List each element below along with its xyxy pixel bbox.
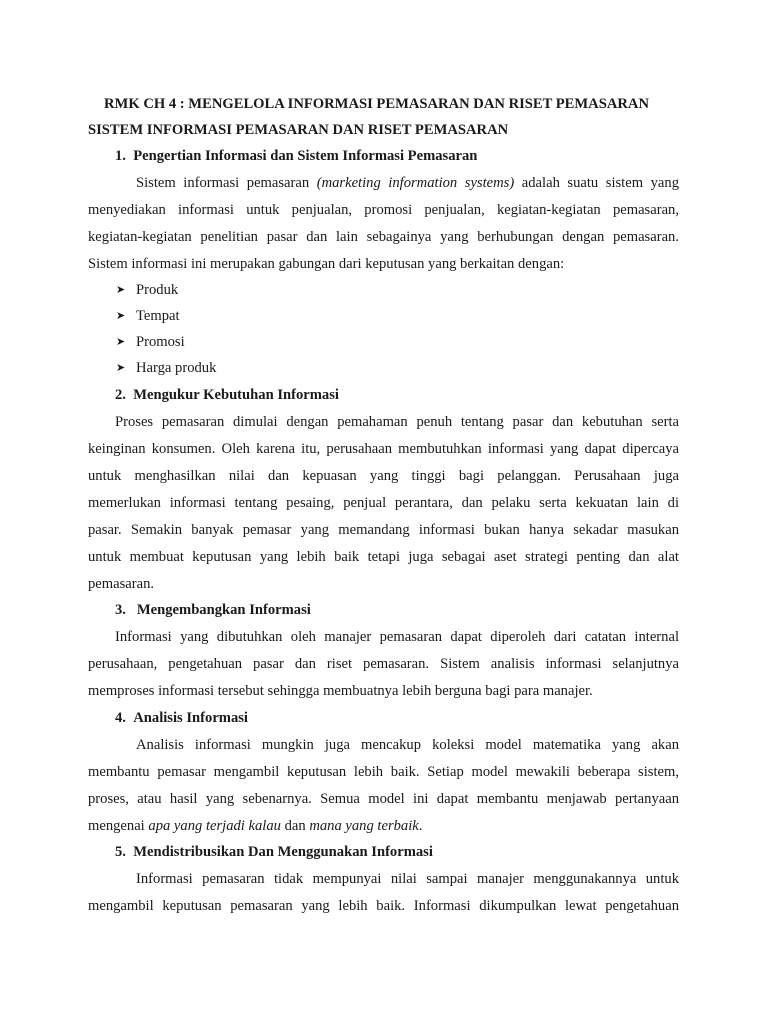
section-1-paragraph-line: Sistem informasi pemasaran (marketing information systems) adalah suatu sistem yang xyxy=(136,175,679,191)
section-2-paragraph-line: untuk membuat keputusan yang lebih baik tetapi juga sebagai aset strategi penting dan alat xyxy=(88,549,679,565)
bullet-item: Tempat xyxy=(136,308,180,324)
section-2-paragraph-line: keinginan konsumen. Oleh karena itu, perusahaan membutuhkan informasi yang dapat dipercaya xyxy=(88,441,679,457)
section-3-paragraph-line: perusahaan, pengetahuan pasar dan riset pemasaran. Sistem analisis informasi selanjutnya xyxy=(88,656,679,672)
section-2-paragraph-line: untuk menghasilkan nilai dan kepuasan yang tinggi bagi pelanggan. Perusahaan juga xyxy=(88,468,679,484)
section-3-heading: 3. Mengembangkan Informasi xyxy=(115,602,311,618)
section-5-heading: 5. Mendistribusikan Dan Menggunakan Informasi xyxy=(115,844,433,860)
section-5-paragraph-line: Informasi pemasaran tidak mempunyai nilai sampai manajer menggunakannya untuk xyxy=(136,871,679,887)
section-2-paragraph-line: memerlukan informasi tentang pesaing, penjual perantara, dan pelaku serta kekuatan lain di xyxy=(88,495,679,511)
arrow-bullet-icon: ➤ xyxy=(116,336,126,348)
section-5-paragraph-line: mengambil keputusan pemasaran yang lebih baik. Informasi dikumpulkan lewat pengetahuan xyxy=(88,898,679,914)
arrow-bullet-icon: ➤ xyxy=(116,310,126,322)
section-3-paragraph-line: memproses informasi tersebut sehingga membuatnya lebih berguna bagi para manajer. xyxy=(88,683,593,699)
section-4-paragraph-line: mengenai apa yang terjadi kalau dan mana yang terbaik. xyxy=(88,818,423,834)
section-1-heading: 1. Pengertian Informasi dan Sistem Informasi Pemasaran xyxy=(115,148,478,164)
arrow-bullet-icon: ➤ xyxy=(116,362,126,374)
section-4-paragraph-line: Analisis informasi mungkin juga mencakup koleksi model matematika yang akan xyxy=(136,737,679,753)
section-3-paragraph-line: Informasi yang dibutuhkan oleh manajer pemasaran dapat diperoleh dari catatan internal xyxy=(115,629,679,645)
section-1-paragraph-line: Sistem informasi ini merupakan gabungan dari keputusan yang berkaitan dengan: xyxy=(88,256,565,272)
section-1-paragraph-line: menyediakan informasi untuk penjualan, promosi penjualan, kegiatan-kegiatan pemasaran, xyxy=(88,202,679,218)
section-4-heading: 4. Analisis Informasi xyxy=(115,710,248,726)
doc-title-line1: RMK CH 4 : MENGELOLA INFORMASI PEMASARAN DAN RISET PEMASARAN xyxy=(104,96,649,112)
section-2-paragraph-line: pasar. Semakin banyak pemasar yang memandang informasi bukan hanya sekadar masukan xyxy=(88,522,679,538)
bullet-item: Promosi xyxy=(136,334,185,350)
section-2-paragraph-line: pemasaran. xyxy=(88,576,155,592)
bullet-item: Harga produk xyxy=(136,360,217,376)
section-4-paragraph-line: proses, atau hasil yang sebenarnya. Semua model ini dapat membantu menjawab pertanyaan xyxy=(88,791,679,807)
section-2-paragraph-line: Proses pemasaran dimulai dengan pemahaman penuh tentang pasar dan kebutuhan serta xyxy=(115,414,679,430)
arrow-bullet-icon: ➤ xyxy=(116,284,126,296)
section-4-paragraph-line: membantu pemasar mengambil keputusan lebih baik. Setiap model mewakili beberapa sistem, xyxy=(88,764,679,780)
section-1-paragraph-line: kegiatan-kegiatan penelitian pasar dan lain sebagainya yang berhubungan dengan pemasaran. xyxy=(88,229,679,245)
section-2-heading: 2. Mengukur Kebutuhan Informasi xyxy=(115,387,339,403)
doc-title-line2: SISTEM INFORMASI PEMASARAN DAN RISET PEMASARAN xyxy=(88,122,509,138)
bullet-item: Produk xyxy=(136,282,179,298)
